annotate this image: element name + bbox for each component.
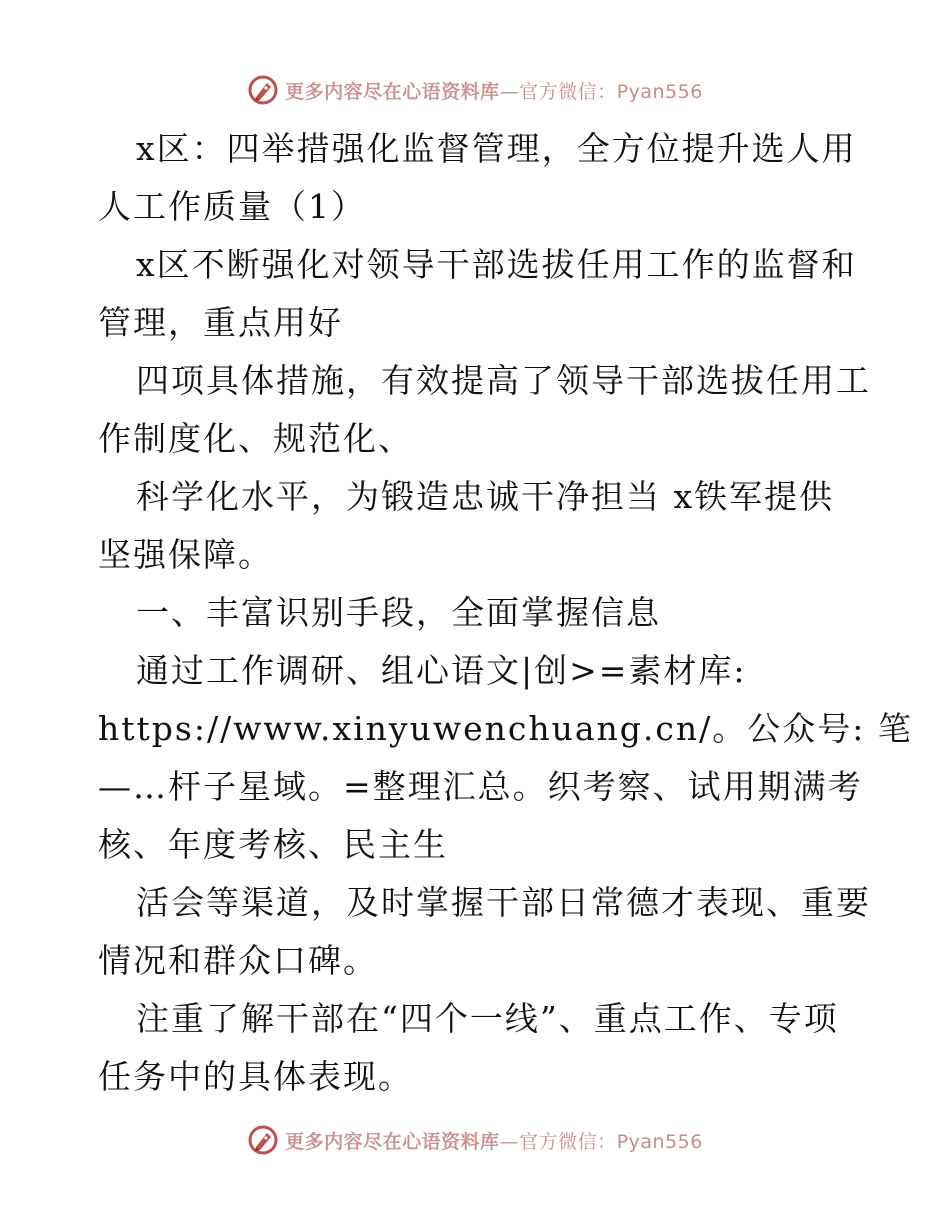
- watermark-separator: —: [499, 80, 520, 103]
- text-line: 活会等渠道，及时掌握干部日常德才表现、重要: [136, 883, 871, 922]
- watermark-brand: 更多内容尽在心语资料库: [285, 80, 500, 103]
- footer-watermark-banner: [0, 1120, 950, 1160]
- pen-nib-logo-icon: [247, 1124, 279, 1156]
- pen-nib-logo-icon: [247, 74, 279, 106]
- text-line: 注重了解干部在“四个一线”、重点工作、专项: [136, 999, 839, 1038]
- text-line: 一、丰富识别手段，全面掌握信息: [136, 593, 661, 632]
- document-body: [98, 120, 913, 1106]
- watermark-text: [285, 77, 703, 104]
- text-line: 科学化水平，为锻造忠诚干净担当 x铁军提供: [136, 477, 835, 516]
- text-line: 通过工作调研、组心语文|创>=素材库:: [136, 651, 747, 690]
- text-line: —…杆子星域。=整理汇总。织考察、试用期满考: [98, 767, 863, 806]
- text-line: 坚强保障。: [98, 535, 273, 574]
- watermark-wechat-label: 官方微信：: [519, 80, 617, 103]
- header-watermark-banner: [0, 70, 950, 110]
- text-line: 管理，重点用好: [98, 303, 343, 342]
- watermark-wechat-id: Pyan556: [616, 80, 703, 103]
- watermark-wechat-label: 官方微信：: [519, 1130, 617, 1153]
- watermark-separator: —: [499, 1130, 520, 1153]
- text-line: https://www.xinyuwenchuang.cn/。公众号: 笔: [98, 709, 913, 748]
- text-line: x区不断强化对领导干部选拔任用工作的监督和: [136, 245, 857, 284]
- text-line: 情况和群众口碑。: [98, 941, 378, 980]
- watermark-brand: 更多内容尽在心语资料库: [285, 1130, 500, 1153]
- text-line: 作制度化、规范化、: [98, 419, 413, 458]
- text-line: 四项具体措施，有效提高了领导干部选拔任用工: [136, 361, 871, 400]
- text-line: 任务中的具体表现。: [98, 1057, 413, 1096]
- text-line: 人工作质量（1）: [98, 187, 366, 226]
- text-line: 核、年度考核、民主生: [98, 825, 448, 864]
- text-line: x区：四举措强化监督管理，全方位提升选人用: [136, 129, 857, 168]
- watermark-text: [285, 1127, 703, 1154]
- watermark-wechat-id: Pyan556: [616, 1130, 703, 1153]
